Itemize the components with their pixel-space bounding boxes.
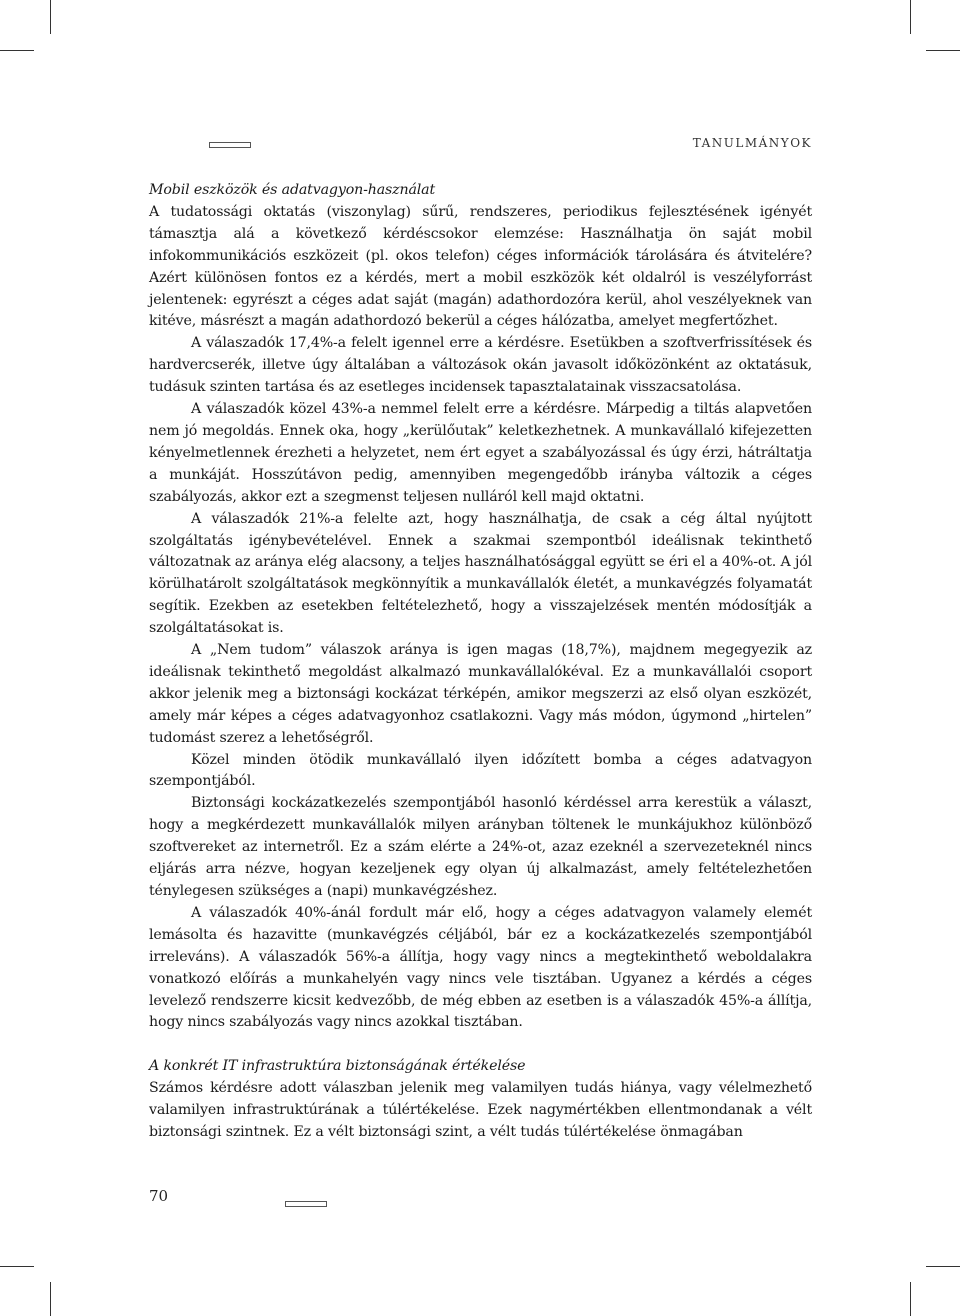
section-title: Mobil eszközök és adatvagyon-használat [149,182,436,198]
footer-ornament-bar [285,1201,327,1207]
crop-mark [50,1282,51,1316]
paragraph: A válaszadók 40%-ánál fordult már elő, hogy a céges adatvagyon valamely elemét lemásolta és hazavitte (munkavégzés céljából, bár ez a kockázatkezelés szempontjából irreleváns). A válaszadók 56%-a állítja, hogy vagy nincs a megtekinthető weboldalakra vonatkozó előírás a munkahelyén vagy nincs vele tisztában. Ugyanez a kérdés a céges levelező rendszerre kicsit kedvezőbb, de még ebben az esetben is a válaszadók 45%-a állítja, hogy nincs szabályozás vagy nincs azokkal tisztában. [149,904,812,1031]
paragraph: A „Nem tudom” válaszok aránya is igen magas (18,7%), majdnem megegyezik az ideálisnak tekinthető megoldást alkalmazó munkavállalókéval. Ez a munkavállalói csoport akkor jelenik meg a biztonsági kockázat térképén, amikor megszerzi az első olyan eszközét, amely már képes a céges adatvagyonhoz csatlakozni. Vagy más módon, úgymond „hirtelen” tudomást szerez a lehetőségről. [149,642,812,746]
paragraph: A válaszadók közel 43%-a nemmel felelt erre a kérdésre. Márpedig a tiltás alapvetően nem jó megoldás. Ennek oka, hogy „kerülőutak” keletkezhetnek. A munkavállaló kifejezetten kényelmetlennek érezheti a helyzetet, nem ért egyet a szabályozással és úgy érzi, hátráltatja a munkáját. Hosszútávon pedig, amennyiben megengedőbb irányba változik a céges szabályozás, akkor ezt a szegmenst teljesen nulláról kell majd oktatni. [149,401,812,505]
crop-mark [926,50,960,51]
page-number: 70 [149,1187,169,1205]
article-body [149,180,812,1144]
header-ornament-bar [209,142,251,148]
paragraph: A tudatossági oktatás (viszonylag) sűrű, rendszeres, periodikus fejlesztésének igényét támasztja alá a következő kérdéscsokor elemzése: Használhatja ön saját mobil infokommunikációs eszközeit (pl. okos telefon) céges információk tárolására és átvitelére? Azért különösen fontos ez a kérdés, mert a mobil eszközök két oldalról is veszélyforrást jelentenek: egyrészt a céges adat saját (magán) adathordozóra kerül, ahol veszélyeknek van kitéve, másrészt a magán adathordozó bekerül a céges hálózatba, amelyet megfertőzhet. [149,203,812,330]
crop-mark [50,0,51,34]
crop-mark [910,0,911,34]
paragraph: Biztonsági kockázatkezelés szempontjából hasonló kérdéssel arra kerestük a választ, hogy a megkérdezett munkavállalók milyen arányban töltenek le munkájukhoz különböző szoftvereket az internetről. Ez a szám elérte a 24%-ot, azaz ezeknél a szervezeteknél nincs eljárás arra nézve, hogyan kezeljenek egy olyan új alkalmazást, amely feltételezhetően ténylegesen szükséges a (napi) munkavégzéshez. [149,795,812,899]
paragraph: Számos kérdésre adott válaszban jelenik meg valamilyen tudás hiánya, vagy vélelmezhető valamilyen infrastruktúrának a túlértékelése. Ezek nagymértékben ellentmondanak a vélt biztonsági szintnek. Ez a vélt biztonsági szint, a vélt tudás túlértékelése önmagában [149,1080,812,1141]
running-header: TANULMÁNYOK [692,136,812,150]
section-title: A konkrét IT infrastruktúra biztonságának értékelése [149,1058,526,1075]
paragraph: A válaszadók 17,4%-a felelt igennel erre a kérdésre. Esetükben a szoftverfrissítések és hardvercserék, illetve úgy általában a változások okán javasolt időközönként az oktatásuk, tudásuk szinten tartása és az esetleges incidensek tapasztalatainak visszacsatolása. [149,335,812,396]
crop-mark [0,1266,34,1267]
crop-mark [910,1282,911,1316]
paragraph: A válaszadók 21%-a felelte azt, hogy használhatja, de csak a cég által nyújtott szolgáltatás igénybevételével. Ennek a szakmai szempontból ideálisnak tekinthető változatnak az aránya elég alacsony, a teljes használhatósággal együtt se éri el a 40%-ot. A jól körülhatárolt szolgáltatások megkönnyítik a munkavállalók életét, a munkavégzés folyamatát segítik. Ezekben az esetekben feltételezhető, hogy a visszajelzések mentén módosítják a szolgáltatásokat is. [149,510,812,637]
section-spacer [149,1034,812,1056]
paragraph: Közel minden ötödik munkavállaló ilyen időzített bomba a céges adatvagyon szempontjából. [149,751,812,790]
crop-mark [926,1266,960,1267]
crop-mark [0,50,34,51]
